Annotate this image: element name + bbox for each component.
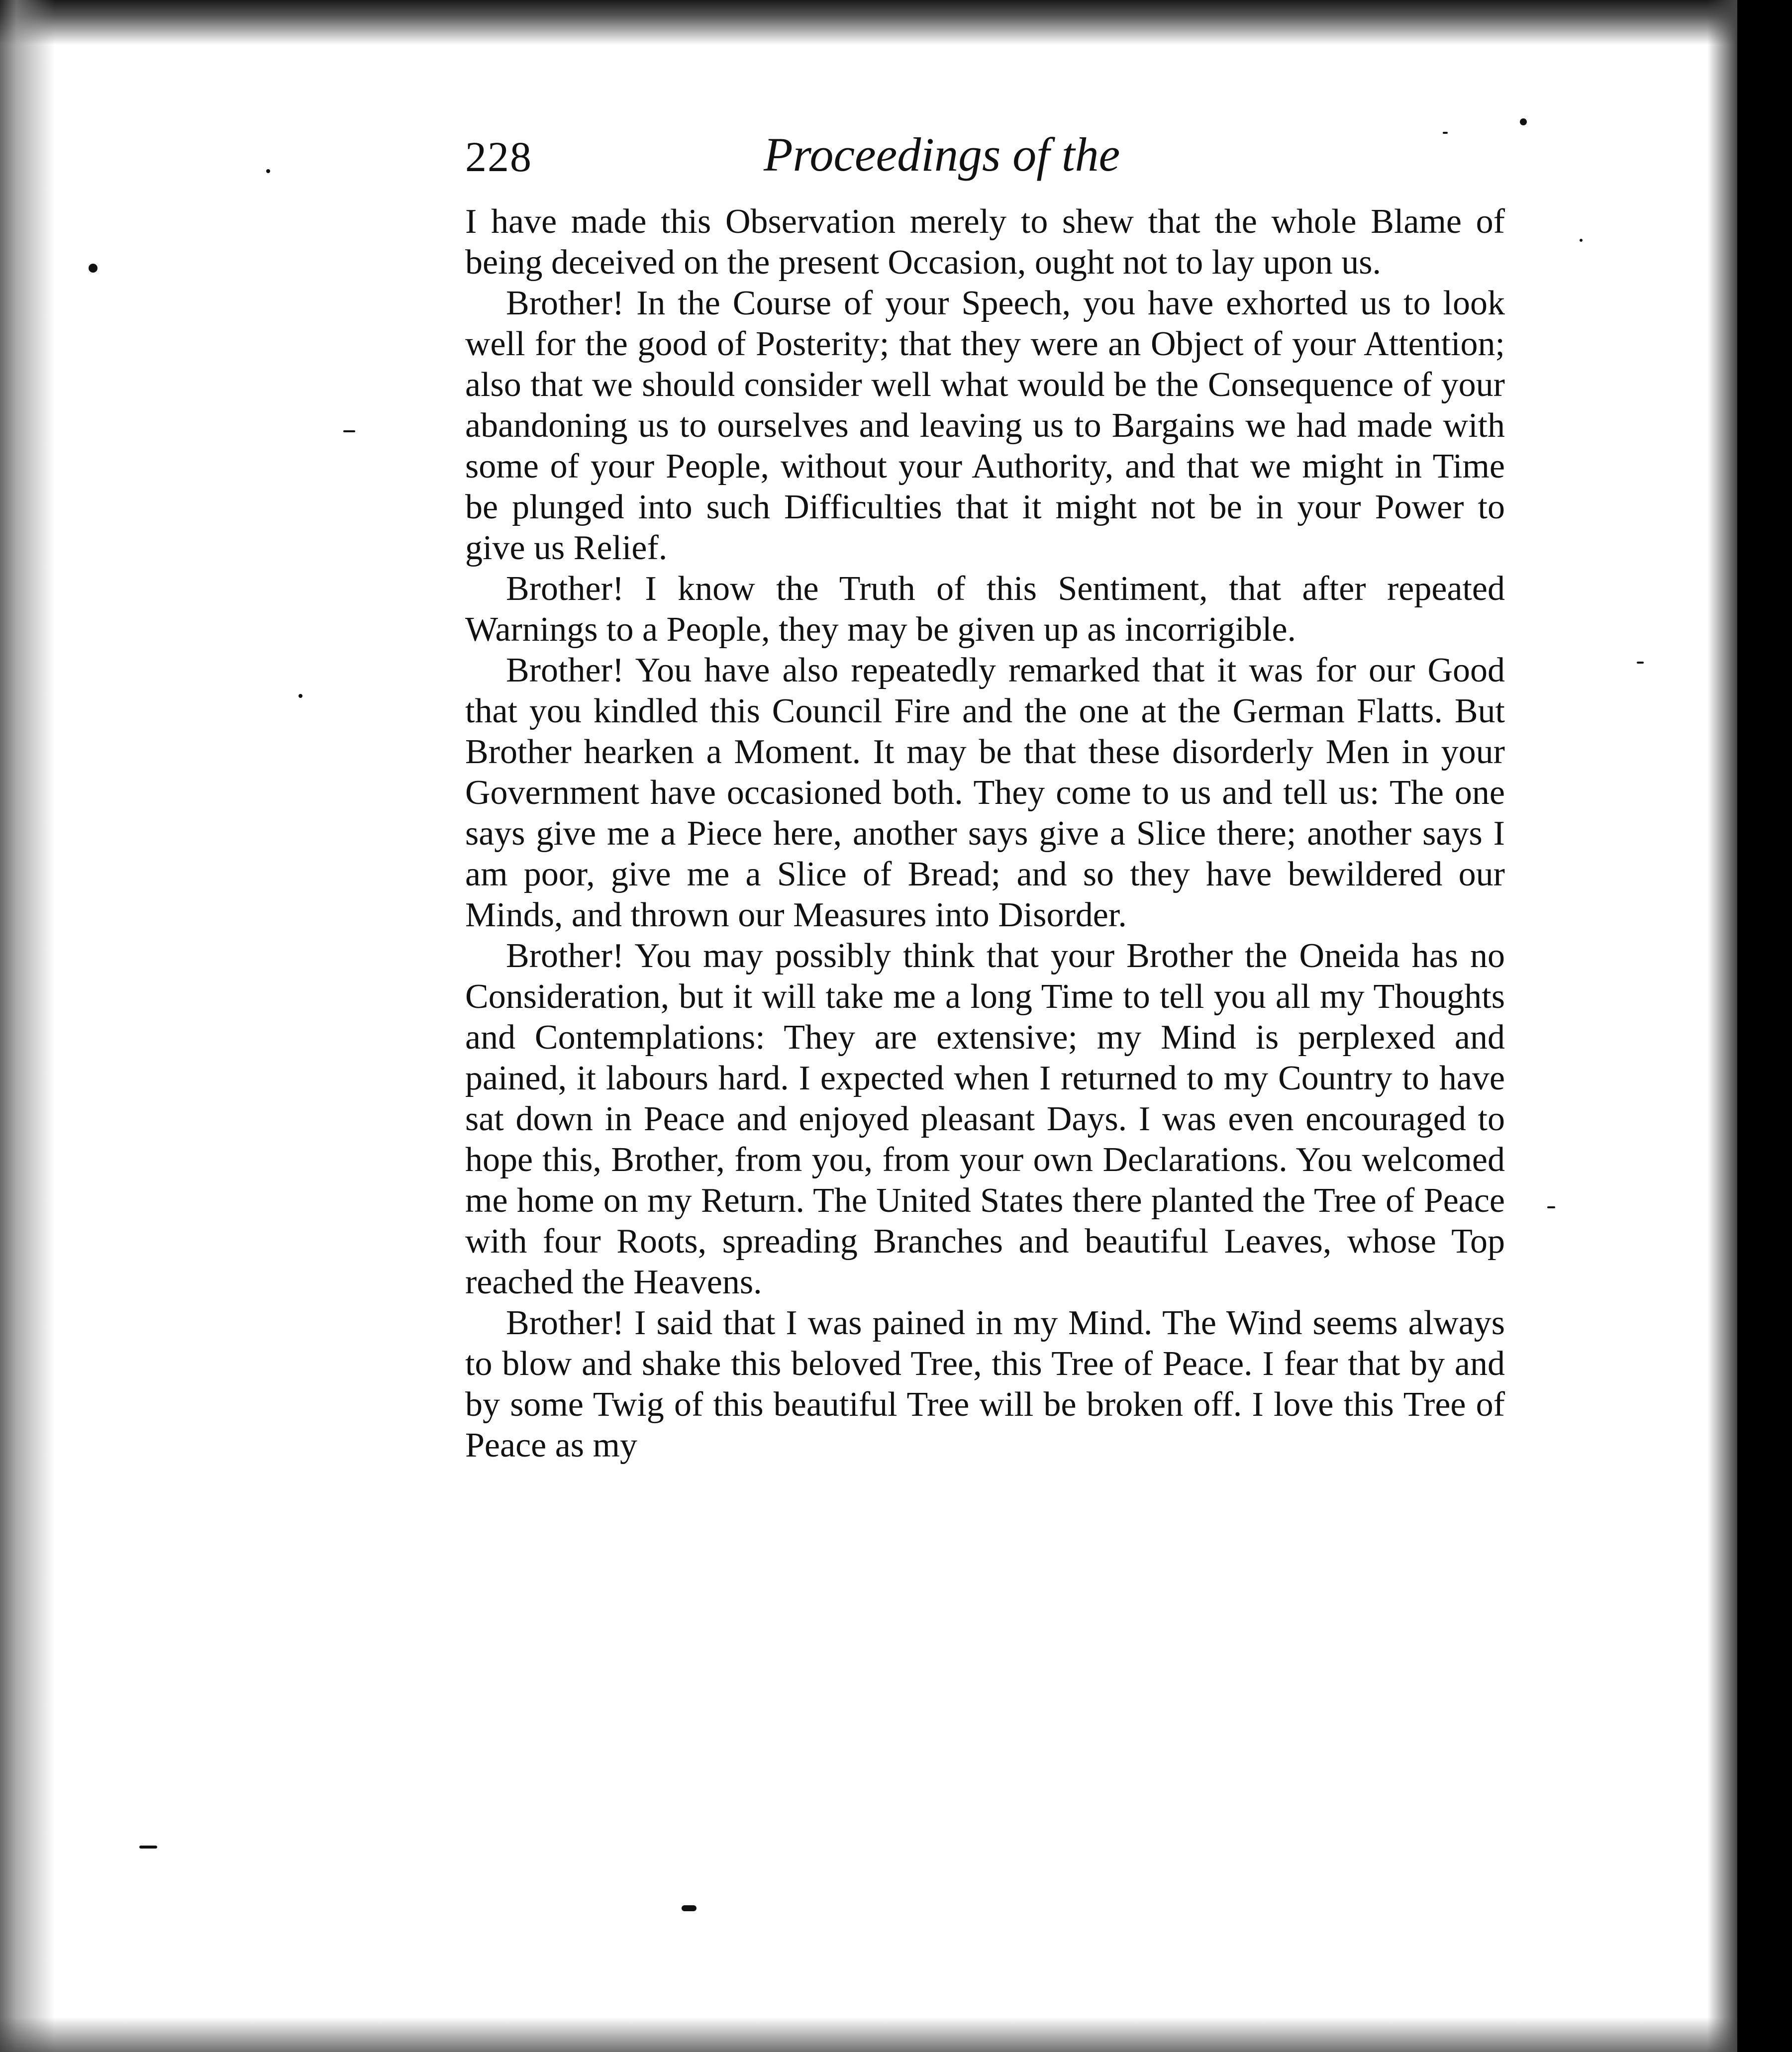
paragraph: Brother! You may possibly think that your Brother the Oneida has no Consideration, but it will take me a long Time to tell you all my Thoughts and Contemplations: They are extensive; my Mind is perplexed and pained, it labours hard. I expected when I returned to my Country to have sat down in Peace and enjoyed pleasant Days. I was even encouraged to hope this, Brother, from you, from your own Declarations. You welcomed me home on my Return. The United States there planted the Tree of Peace with four Roots, spreading Branches and beautiful Leaves, whose Top reached the Heavens. <box>465 937 1505 1301</box>
book-page <box>465 127 1505 1466</box>
paragraph: Brother! I said that I was pained in my Mind. The Wind seems always to blow and shake this beloved Tree, this Tree of Peace. I fear that by and by some Twig of this beautiful Tree will be broken off. I love this Tree of Peace as my <box>465 1304 1505 1465</box>
scan-speck <box>1520 118 1527 125</box>
scan-speck <box>1580 239 1583 242</box>
scan-edge-right-shadow <box>1707 0 1737 2052</box>
body-text <box>465 201 1505 1466</box>
scan-edge-left <box>0 0 55 2052</box>
scan-speck <box>1637 662 1644 664</box>
page-number: 228 <box>465 133 532 181</box>
scan-speck <box>299 694 302 698</box>
paragraph: I have made this Observation merely to shew that the whole Blame of being deceived on the present Occasion, ought not to lay upon us. <box>465 202 1505 282</box>
scan-edge-right <box>1737 0 1792 2052</box>
scan-edge-top <box>0 0 1741 45</box>
paragraph: Brother! You have also repeatedly remarked that it was for our Good that you kindled this Council Fire and the one at the German Flatts. But Brother hearken a Moment. It may be that these disorderly Men in your Government have occasioned both. They come to us and tell us: The one says give me a Piece here, another says give a Slice there; another says I am poor, give me a Slice of Bread; and so they have bewildered our Minds, and thrown our Measures into Disorder. <box>465 651 1505 934</box>
scan-speck <box>343 430 355 432</box>
paragraph: Brother! In the Course of your Speech, you have exhorted us to look well for the good of Posterity; that they were an Object of your Attention; also that we should consider well what would be the Consequence of your abandoning us to ourselves and leaving us to Bargains we had made with some of your People, without your Authority, and that we might in Time be plunged into such Difficulties that it might not be in your Power to give us Relief. <box>465 284 1505 567</box>
paragraph: Brother! I know the Truth of this Sentiment, that after repeated Warnings to a People, they may be given up as incorrigible. <box>465 570 1505 649</box>
scan-speck <box>1547 1206 1555 1208</box>
running-title: Proceedings of the <box>764 128 1120 181</box>
scan-speck <box>682 1905 697 1911</box>
running-head <box>465 127 1505 192</box>
scan-speck <box>266 169 270 173</box>
scan-speck <box>89 264 98 273</box>
scan-speck <box>139 1846 157 1849</box>
scan-edge-bottom <box>0 2017 1741 2052</box>
